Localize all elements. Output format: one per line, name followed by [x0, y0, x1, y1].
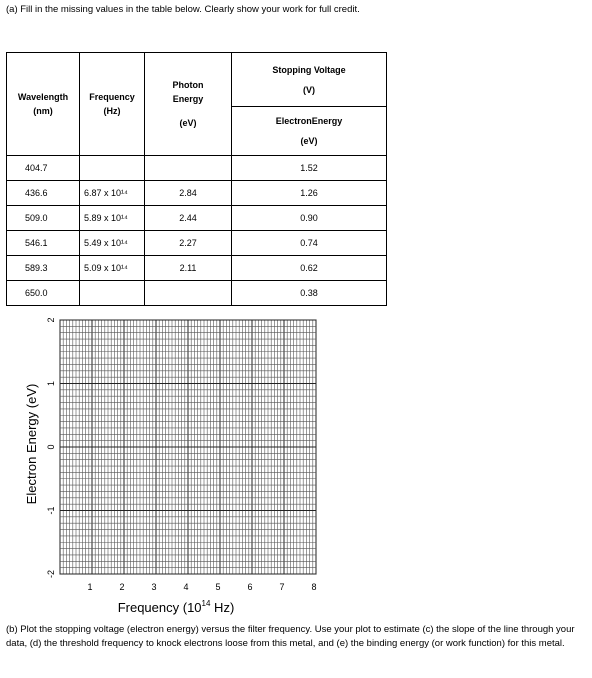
table-row	[7, 181, 387, 206]
cell-electron-energy: 0.62	[232, 256, 387, 281]
graph-paper-plot[interactable]	[0, 312, 330, 620]
cell-wavelength: 650.0	[7, 281, 80, 306]
header-stopping-voltage	[232, 53, 387, 156]
header-photon-energy	[145, 53, 232, 156]
cell-frequency[interactable]	[80, 281, 145, 306]
table-row	[7, 206, 387, 231]
header-wavelength-unit: (nm)	[33, 106, 53, 116]
x-tick-label: 1	[87, 582, 93, 592]
y-axis-label: Electron Energy (eV)	[24, 383, 39, 505]
cell-wavelength: 546.1	[7, 231, 80, 256]
x-tick-label: 8	[311, 582, 317, 592]
header-photon-label: Photon	[172, 80, 204, 90]
cell-wavelength: 436.6	[7, 181, 80, 206]
cell-wavelength: 404.7	[7, 156, 80, 181]
cell-photon-energy: 2.84	[145, 181, 232, 206]
instructions-caption: (b) Plot the stopping voltage (electron energy) versus the filter frequency. Use your plot to estimate (c) the slope of the line through your data, (d) the threshold frequency to knock electrons loose from this metal, and (e) the binding energy (or work function) for this metal.	[6, 624, 575, 649]
table-row	[7, 256, 387, 281]
header-frequency-label: Frequency	[89, 92, 135, 102]
y-tick-label: 0	[46, 444, 56, 450]
header-frequency	[80, 53, 145, 156]
table-row	[7, 281, 387, 306]
cell-photon-energy[interactable]	[145, 156, 232, 181]
cell-electron-energy: 1.26	[232, 181, 387, 206]
header-electron-unit: (eV)	[300, 136, 318, 146]
x-tick-label: 5	[215, 582, 221, 592]
y-tick-label: -2	[46, 569, 56, 579]
header-frequency-unit: (Hz)	[103, 106, 121, 116]
cell-electron-energy: 0.74	[232, 231, 387, 256]
cell-frequency: 5.49 x 10¹⁴	[80, 231, 145, 256]
cell-wavelength: 589.3	[7, 256, 80, 281]
header-photon-unit: (eV)	[179, 118, 197, 128]
cell-photon-energy[interactable]	[145, 281, 232, 306]
x-axis-label: Frequency ($10^{14}$ Hz)	[117, 599, 235, 615]
cell-electron-energy: 0.38	[232, 281, 387, 306]
table-row	[7, 231, 387, 256]
instructions: (a) Fill in the missing values in the table below. Clearly show your work for full credit.	[6, 4, 360, 15]
header-stopping-label: Stopping Voltage	[272, 64, 346, 75]
cell-frequency: 5.89 x 10¹⁴	[80, 206, 145, 231]
x-tick-label: 4	[183, 582, 189, 592]
cell-frequency[interactable]	[80, 156, 145, 181]
table-header-row	[7, 53, 387, 156]
table-row	[7, 156, 387, 181]
plot-grid	[60, 320, 316, 574]
cell-electron-energy: 0.90	[232, 206, 387, 231]
cell-frequency: 5.09 x 10¹⁴	[80, 256, 145, 281]
data-table	[6, 52, 387, 306]
x-tick-label: 3	[151, 582, 157, 592]
y-tick-label: 1	[46, 380, 56, 387]
cell-photon-energy: 2.11	[145, 256, 232, 281]
cell-wavelength: 509.0	[7, 206, 80, 231]
cell-electron-energy: 1.52	[232, 156, 387, 181]
y-tick-label: 2	[46, 317, 56, 323]
x-tick-label: 7	[279, 582, 285, 592]
cell-photon-energy: 2.44	[145, 206, 232, 231]
header-energy-label: Energy	[172, 94, 204, 104]
header-electron-label: ElectronEnergy	[275, 116, 343, 126]
x-tick-label: 2	[119, 582, 125, 592]
header-stopping-unit: (V)	[303, 84, 315, 95]
cell-frequency: 6.87 x 10¹⁴	[80, 181, 145, 206]
header-wavelength-label: Wavelength	[17, 92, 69, 102]
cell-photon-energy: 2.27	[145, 231, 232, 256]
x-tick-label: 6	[247, 582, 253, 592]
y-tick-label: -1	[46, 506, 56, 515]
header-wavelength	[7, 53, 80, 156]
